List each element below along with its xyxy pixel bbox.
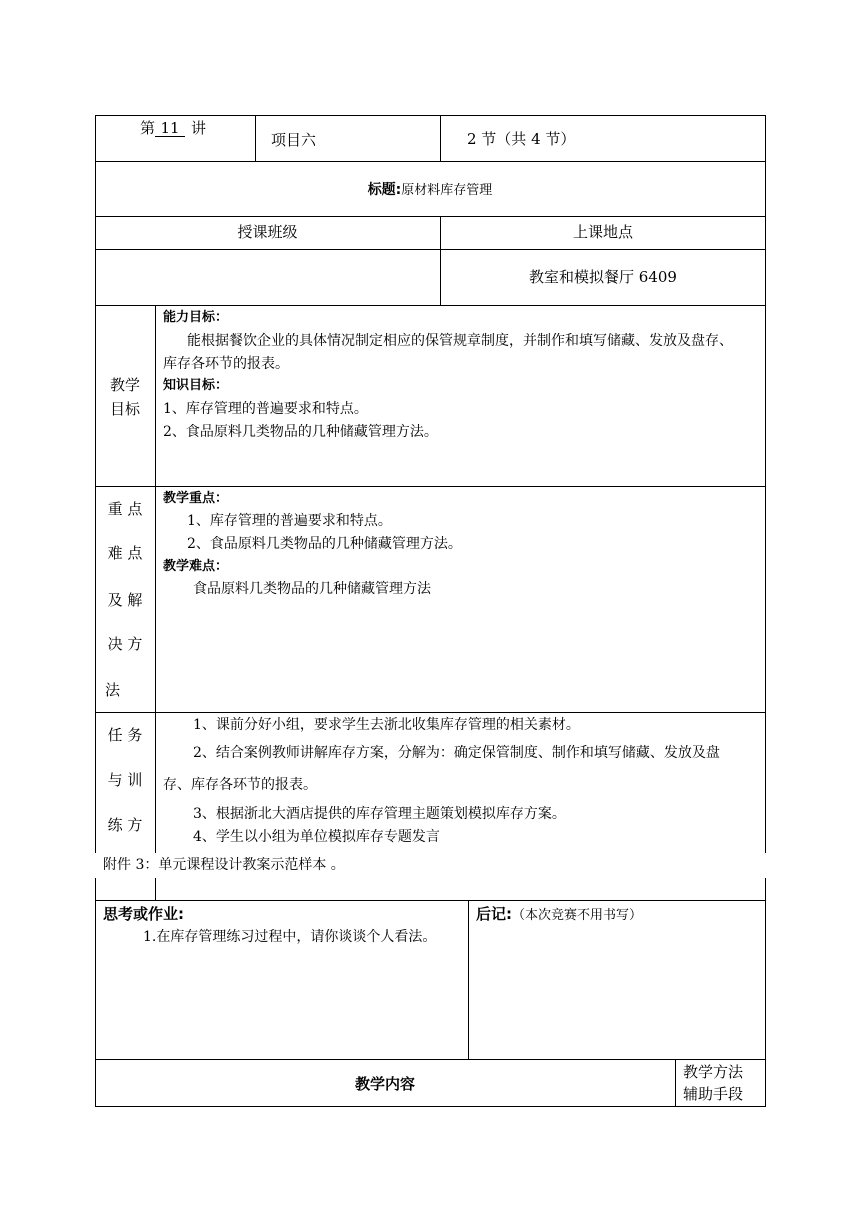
table-border-top [95,115,766,116]
knowledge-item-2: 2、食品原料几类物品的几种储藏管理方法。 [163,424,438,440]
task-item-3: 3、根据浙北大酒店提供的库存管理主题策划模拟库存方案。 [193,806,566,822]
homework-item-1: 1.在库存管理练习过程中，请你谈谈个人看法。 [143,929,437,945]
row-rule-4 [95,305,766,306]
difficulty-heading: 教学难点： [163,559,229,574]
page-title [0,183,860,197]
col-rule-header-2 [440,115,441,162]
location-value: 教室和模拟餐厅 6409 [529,268,677,286]
col-rule-header-1 [255,115,256,162]
table-border-bottom [95,1106,766,1107]
teaching-content-label: 教学内容 [354,1075,415,1093]
lecture-prefix: 第 [140,119,156,137]
homework-heading: 思考或作业: [103,905,184,923]
col-rule-label-lower [155,878,156,900]
lecture-suffix: 讲 [191,119,207,137]
ability-line-2: 库存各环节的报表。 [163,356,289,372]
tasks-label-3: 练 方 [107,816,143,834]
row-rule-6 [95,712,766,713]
row-rule-2 [95,216,766,217]
attachment-note: 附件 3：单元课程设计教案示范样本 。 [103,857,345,873]
focus-item-1: 1、库存管理的普遍要求和特点。 [187,513,392,529]
title-label: 标题: [367,182,402,198]
lecture-number [140,121,206,137]
table-border-right [765,115,766,853]
row-rule-7 [95,900,766,901]
task-item-4: 4、学生以小组为单位模拟库存专题发言 [193,829,440,845]
postscript-heading: 后记: [476,905,512,923]
location-label: 上课地点 [572,223,633,241]
difficulty-text: 食品原料几类物品的几种储藏管理方法 [193,581,431,597]
teaching-method-line-2: 辅助手段 [683,1085,744,1103]
col-rule-label [155,305,156,853]
sessions-label: 2 节（共 4 节） [467,130,576,148]
table-border-right-lower [765,878,766,1107]
keypoints-label-4: 决 方 [107,635,143,653]
focus-heading: 教学重点： [163,491,229,506]
teaching-method-line-1: 教学方法 [683,1063,744,1081]
class-label: 授课班级 [237,223,298,241]
col-rule-homework [468,900,469,1060]
lecture-number-value: 11 [155,121,185,137]
objectives-label-1: 教学 [109,376,140,394]
keypoints-label-1: 重 点 [107,500,143,518]
ability-heading: 能力目标： [163,310,229,325]
keypoints-label-2: 难 点 [107,544,143,562]
keypoints-label-3: 及 解 [107,591,143,609]
ability-line-1: 能根据餐饮企业的具体情况制定相应的保管规章制度，并制作和填写储藏、发放及盘存、 [187,333,733,349]
knowledge-item-1: 1、库存管理的普遍要求和特点。 [163,401,368,417]
row-rule-1 [95,161,766,162]
row-rule-8 [95,1059,766,1060]
objectives-label-2: 目标 [109,400,140,418]
task-item-2-line-2: 存、库存各环节的报表。 [163,777,317,793]
knowledge-heading: 知识目标： [163,378,229,393]
table-border-left-lower [95,878,96,1107]
task-item-2-line-1: 2、结合案例教师讲解库存方案，分解为：确定保管制度、制作和填写储藏、发放及盘 [193,745,720,761]
tasks-label-2: 与 训 [107,771,143,789]
title-text: 原材料库存管理 [401,183,493,198]
project-label: 项目六 [271,131,317,149]
task-item-1: 1、课前分好小组，要求学生去浙北收集库存管理的相关素材。 [193,717,580,733]
tasks-label-1: 任 务 [107,726,143,744]
postscript [476,907,642,922]
row-rule-3 [95,249,766,250]
postscript-note: （本次竞赛不用书写） [512,908,643,923]
col-rule-footer [675,1059,676,1107]
row-rule-5 [95,486,766,487]
keypoints-label-5: 法 [105,681,121,699]
focus-item-2: 2、食品原料几类物品的几种储藏管理方法。 [187,536,462,552]
